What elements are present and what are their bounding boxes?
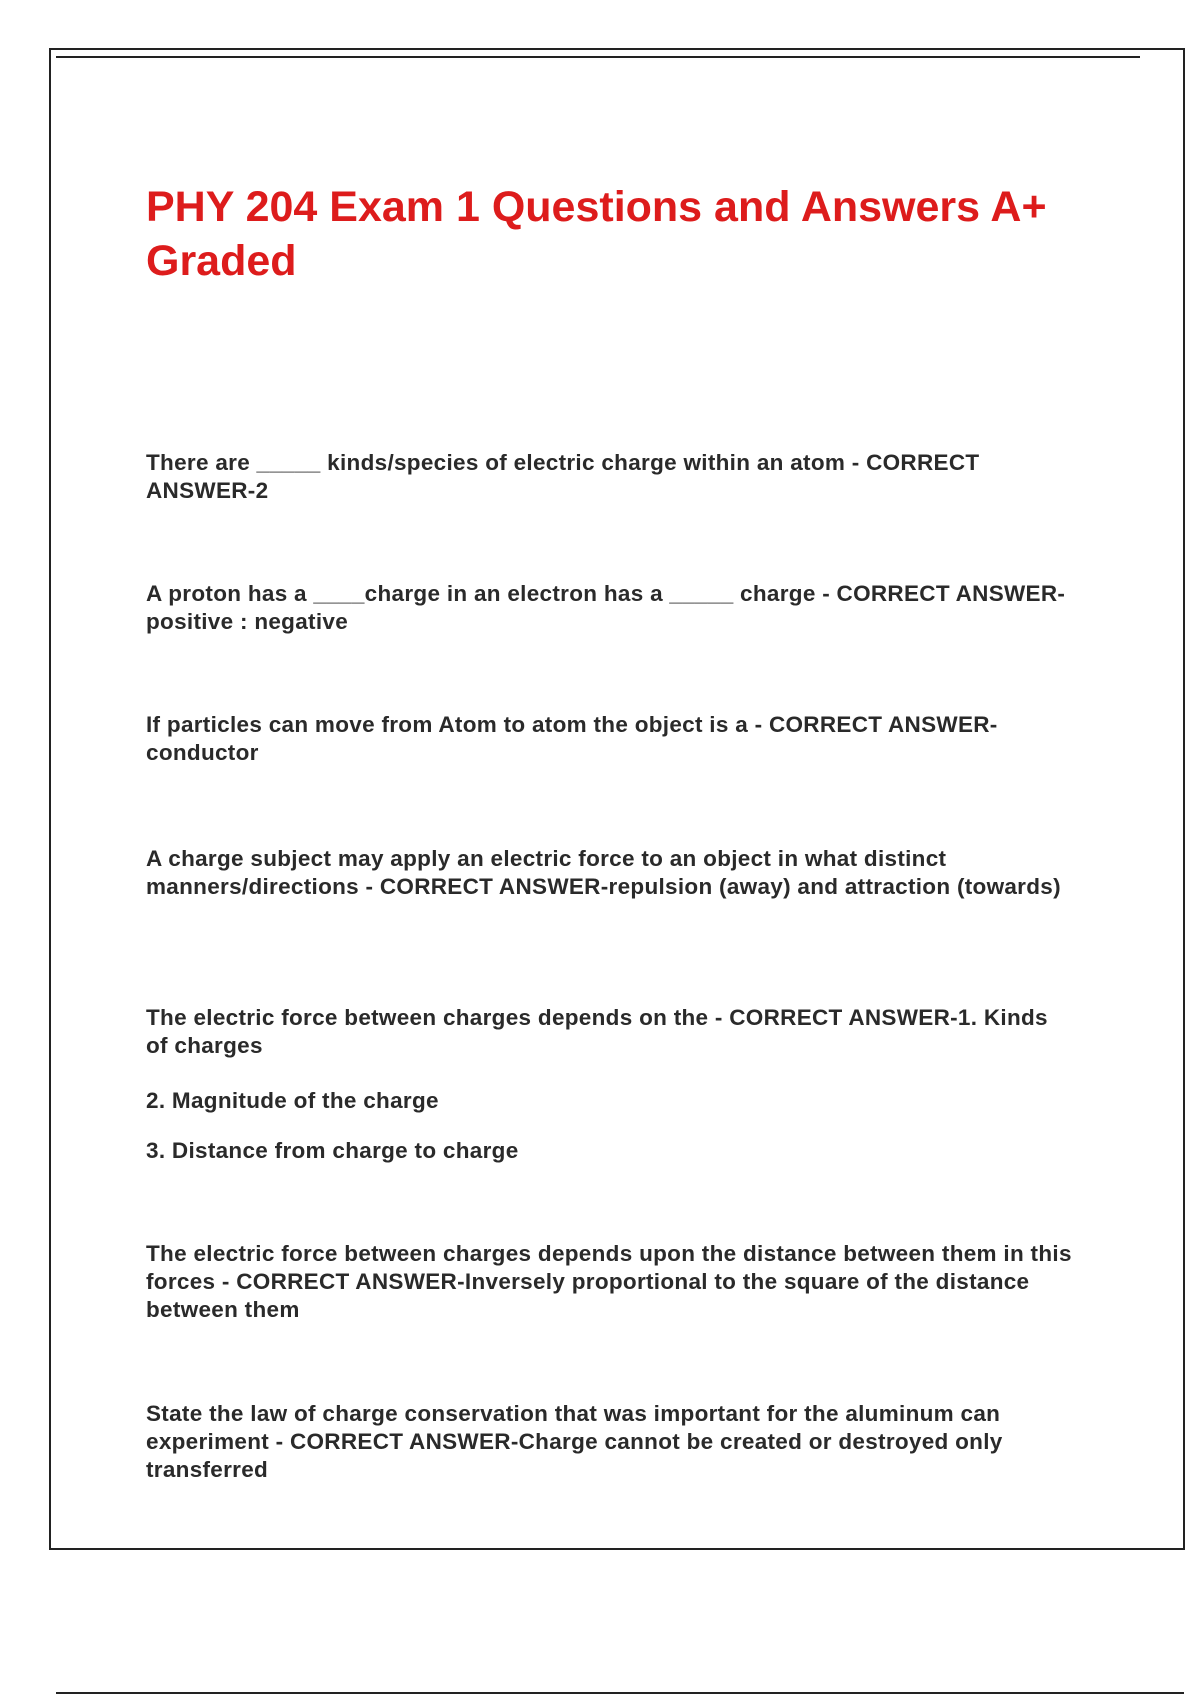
question-text: A charge subject may apply an electric force to an object in what distinct manners/directions	[146, 846, 947, 899]
question-text: The electric force between charges depends on the	[146, 1005, 709, 1030]
answer-separator: - CORRECT ANSWER-	[708, 1005, 958, 1030]
answer-separator: - CORRECT ANSWER-	[146, 450, 980, 503]
answer-text: Charge cannot be created or destroyed only transferred	[146, 1429, 1003, 1482]
document-title: PHY 204 Exam 1 Questions and Answers A+ Graded	[146, 183, 1047, 285]
answer-text: 1. Kinds of charges	[146, 1005, 1048, 1058]
answer-list-line-3: 3. Distance from charge to charge	[146, 1138, 519, 1163]
qa-item-1	[146, 449, 1076, 505]
question-text: There are _____ kinds/species of electric charge within an atom	[146, 450, 846, 475]
qa-item-6	[146, 1240, 1076, 1324]
qa-item-3	[146, 711, 1076, 767]
answer-separator: - CORRECT ANSWER-	[269, 1429, 519, 1454]
answer-text: conductor	[146, 740, 259, 765]
answer-text: Inversely proportional to the square of the distance between them	[146, 1269, 1030, 1322]
answer-separator: - CORRECT ANSWER-	[815, 581, 1066, 606]
answer-separator: - CORRECT ANSWER-	[748, 712, 998, 737]
question-text: If particles can move from Atom to atom the object is a	[146, 712, 749, 737]
question-text: A proton has a ____charge in an electron has a _____ charge	[146, 581, 816, 606]
answer-separator: - CORRECT ANSWER-	[358, 874, 609, 899]
question-text: The electric force between charges depends upon the distance between them in this forces	[146, 1241, 1072, 1294]
qa-item-2	[146, 580, 1076, 636]
answer-text: repulsion (away) and attraction (towards)	[608, 874, 1061, 899]
qa-item-7	[146, 1400, 1076, 1484]
answer-separator: - CORRECT ANSWER-	[215, 1269, 465, 1294]
bottom-rule	[56, 1692, 1184, 1694]
answer-list-line-2: 2. Magnitude of the charge	[146, 1088, 439, 1113]
answer-text: positive : negative	[146, 609, 349, 634]
qa-item-5	[146, 1004, 1076, 1060]
qa-item-4	[146, 845, 1076, 901]
answer-text: 2	[255, 478, 269, 503]
question-text: State the law of charge conservation that was important for the aluminum can experiment	[146, 1401, 1001, 1454]
top-rule	[56, 56, 1140, 58]
